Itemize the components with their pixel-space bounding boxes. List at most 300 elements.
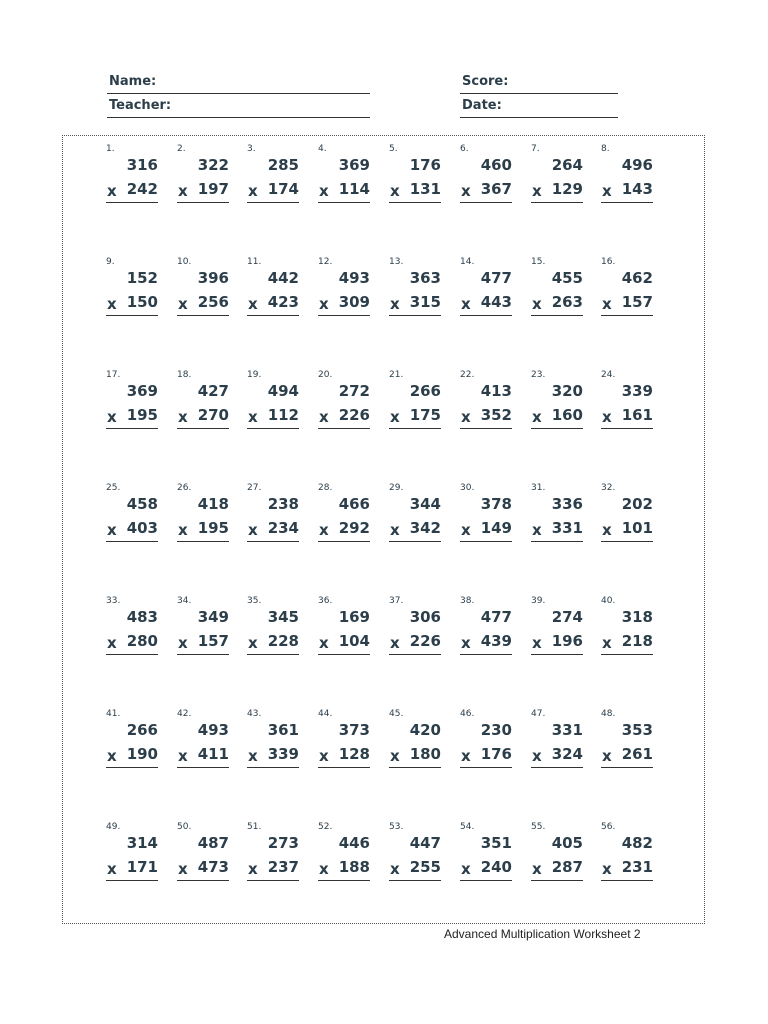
multiplicand: 420 (409, 721, 441, 739)
answer-line (389, 315, 441, 316)
problem-item (247, 596, 303, 666)
answer-line (601, 541, 653, 542)
worksheet-footer: Advanced Multiplication Worksheet 2 (444, 927, 641, 941)
multiplier: 157 (197, 632, 229, 650)
answer-line (389, 880, 441, 881)
answer-line (389, 654, 441, 655)
problem-item (531, 144, 587, 214)
multiply-sign: x (178, 295, 188, 313)
multiplicand: 351 (480, 834, 512, 852)
multiply-sign: x (390, 747, 400, 765)
problem-item (318, 144, 374, 214)
problem-item (318, 596, 374, 666)
problem-item (601, 257, 657, 327)
answer-line (247, 880, 299, 881)
answer-line (106, 202, 158, 203)
multiplicand: 264 (551, 156, 583, 174)
multiply-sign: x (248, 295, 258, 313)
multiplicand: 318 (621, 608, 653, 626)
multiplicand: 455 (551, 269, 583, 287)
problem-number: 23. (531, 370, 546, 380)
multiply-sign: x (248, 182, 258, 200)
answer-line (460, 428, 512, 429)
multiplicand: 266 (126, 721, 158, 739)
problem-number: 28. (318, 483, 333, 493)
problem-item (460, 257, 516, 327)
multiply-sign: x (319, 182, 329, 200)
multiplier: 423 (267, 293, 299, 311)
multiply-sign: x (461, 295, 471, 313)
problem-number: 7. (531, 144, 540, 154)
problem-item (531, 257, 587, 327)
multiply-sign: x (602, 408, 612, 426)
problem-item (460, 596, 516, 666)
problem-number: 56. (601, 822, 616, 832)
problem-item (531, 483, 587, 553)
answer-line (531, 428, 583, 429)
multiplicand: 494 (267, 382, 299, 400)
problem-item (318, 257, 374, 327)
problem-number: 49. (106, 822, 121, 832)
problem-item (318, 370, 374, 440)
multiplier: 160 (551, 406, 583, 424)
multiplier: 143 (621, 180, 653, 198)
multiplier: 129 (551, 180, 583, 198)
multiplier: 242 (126, 180, 158, 198)
answer-line (389, 767, 441, 768)
problem-item (531, 709, 587, 779)
problem-number: 26. (177, 483, 192, 493)
multiplicand: 418 (197, 495, 229, 513)
multiplier: 131 (409, 180, 441, 198)
problem-item (460, 822, 516, 892)
problem-number: 5. (389, 144, 398, 154)
answer-line (106, 315, 158, 316)
date-label: Date: (462, 98, 502, 113)
multiplicand: 378 (480, 495, 512, 513)
problem-number: 20. (318, 370, 333, 380)
answer-line (247, 767, 299, 768)
answer-line (177, 428, 229, 429)
problem-item (106, 144, 162, 214)
multiplicand: 285 (267, 156, 299, 174)
multiplicand: 176 (409, 156, 441, 174)
multiply-sign: x (602, 747, 612, 765)
multiply-sign: x (461, 521, 471, 539)
answer-line (318, 315, 370, 316)
multiplicand: 482 (621, 834, 653, 852)
problem-item (247, 709, 303, 779)
multiplier: 195 (126, 406, 158, 424)
problem-item (247, 822, 303, 892)
problem-item (601, 709, 657, 779)
multiplicand: 462 (621, 269, 653, 287)
multiplicand: 230 (480, 721, 512, 739)
multiplier: 237 (267, 858, 299, 876)
multiplier: 176 (480, 745, 512, 763)
answer-line (318, 428, 370, 429)
multiplier: 171 (126, 858, 158, 876)
multiplicand: 413 (480, 382, 512, 400)
multiplier: 280 (126, 632, 158, 650)
multiplier: 174 (267, 180, 299, 198)
multiplier: 228 (267, 632, 299, 650)
problem-number: 31. (531, 483, 546, 493)
problem-number: 52. (318, 822, 333, 832)
multiplier: 439 (480, 632, 512, 650)
multiply-sign: x (107, 182, 117, 200)
multiply-sign: x (178, 182, 188, 200)
multiply-sign: x (319, 521, 329, 539)
multiply-sign: x (532, 521, 542, 539)
teacher-field[interactable] (107, 95, 370, 118)
problem-number: 24. (601, 370, 616, 380)
problem-number: 38. (460, 596, 475, 606)
answer-line (318, 654, 370, 655)
multiplier: 411 (197, 745, 229, 763)
problem-item (106, 370, 162, 440)
problem-number: 30. (460, 483, 475, 493)
multiplier: 270 (197, 406, 229, 424)
problem-item (106, 822, 162, 892)
problem-number: 14. (460, 257, 475, 267)
multiply-sign: x (319, 408, 329, 426)
multiplier: 188 (338, 858, 370, 876)
problem-item (389, 596, 445, 666)
problem-item (318, 709, 374, 779)
multiply-sign: x (461, 860, 471, 878)
problem-number: 51. (247, 822, 262, 832)
answer-line (531, 767, 583, 768)
answer-line (601, 654, 653, 655)
problem-grid (62, 135, 705, 924)
answer-line (460, 880, 512, 881)
answer-line (318, 880, 370, 881)
multiplier: 175 (409, 406, 441, 424)
problem-item (177, 596, 233, 666)
problem-number: 34. (177, 596, 192, 606)
problem-item (389, 483, 445, 553)
answer-line (389, 428, 441, 429)
problem-item (531, 822, 587, 892)
multiplicand: 273 (267, 834, 299, 852)
problem-number: 18. (177, 370, 192, 380)
problem-item (247, 144, 303, 214)
multiplier: 128 (338, 745, 370, 763)
multiply-sign: x (178, 634, 188, 652)
multiply-sign: x (390, 295, 400, 313)
problem-number: 10. (177, 257, 192, 267)
multiplicand: 336 (551, 495, 583, 513)
name-field[interactable] (107, 71, 370, 94)
answer-line (177, 654, 229, 655)
multiplier: 339 (267, 745, 299, 763)
answer-line (531, 315, 583, 316)
multiplicand: 369 (126, 382, 158, 400)
multiplier: 149 (480, 519, 512, 537)
problem-number: 1. (106, 144, 115, 154)
problem-number: 16. (601, 257, 616, 267)
problem-number: 12. (318, 257, 333, 267)
problem-item (531, 596, 587, 666)
multiply-sign: x (178, 860, 188, 878)
answer-line (247, 428, 299, 429)
problem-number: 22. (460, 370, 475, 380)
problem-number: 50. (177, 822, 192, 832)
multiplicand: 477 (480, 269, 512, 287)
multiplier: 315 (409, 293, 441, 311)
multiplicand: 349 (197, 608, 229, 626)
problem-item (247, 370, 303, 440)
multiply-sign: x (602, 295, 612, 313)
multiplicand: 405 (551, 834, 583, 852)
problem-number: 46. (460, 709, 475, 719)
multiply-sign: x (248, 860, 258, 878)
multiply-sign: x (107, 408, 117, 426)
multiplicand: 458 (126, 495, 158, 513)
answer-line (106, 880, 158, 881)
answer-line (177, 202, 229, 203)
problem-number: 44. (318, 709, 333, 719)
multiply-sign: x (461, 634, 471, 652)
problem-number: 4. (318, 144, 327, 154)
multiply-sign: x (461, 747, 471, 765)
answer-line (247, 541, 299, 542)
multiply-sign: x (390, 182, 400, 200)
answer-line (177, 880, 229, 881)
multiplier: 218 (621, 632, 653, 650)
multiply-sign: x (178, 747, 188, 765)
problem-item (106, 596, 162, 666)
answer-line (389, 541, 441, 542)
problem-number: 45. (389, 709, 404, 719)
answer-line (247, 202, 299, 203)
multiplier: 104 (338, 632, 370, 650)
multiply-sign: x (602, 860, 612, 878)
problem-number: 9. (106, 257, 115, 267)
multiplicand: 396 (197, 269, 229, 287)
problem-number: 13. (389, 257, 404, 267)
problem-number: 41. (106, 709, 121, 719)
answer-line (177, 541, 229, 542)
multiplicand: 353 (621, 721, 653, 739)
multiplicand: 493 (338, 269, 370, 287)
answer-line (601, 202, 653, 203)
problem-number: 37. (389, 596, 404, 606)
answer-line (247, 654, 299, 655)
problem-item (460, 709, 516, 779)
answer-line (106, 767, 158, 768)
date-field[interactable] (460, 95, 618, 118)
multiplicand: 202 (621, 495, 653, 513)
problem-item (106, 483, 162, 553)
problem-number: 15. (531, 257, 546, 267)
multiply-sign: x (532, 747, 542, 765)
multiplicand: 369 (338, 156, 370, 174)
problem-item (460, 483, 516, 553)
multiply-sign: x (532, 634, 542, 652)
multiplier: 473 (197, 858, 229, 876)
multiplicand: 363 (409, 269, 441, 287)
score-field[interactable] (460, 71, 618, 94)
problem-item (177, 144, 233, 214)
problem-item (531, 370, 587, 440)
multiply-sign: x (602, 521, 612, 539)
multiplicand: 442 (267, 269, 299, 287)
problem-number: 36. (318, 596, 333, 606)
problem-item (601, 370, 657, 440)
problem-item (106, 709, 162, 779)
multiplicand: 339 (621, 382, 653, 400)
multiply-sign: x (248, 408, 258, 426)
problem-number: 32. (601, 483, 616, 493)
multiply-sign: x (178, 408, 188, 426)
multiplier: 101 (621, 519, 653, 537)
multiplicand: 483 (126, 608, 158, 626)
problem-item (601, 144, 657, 214)
answer-line (318, 541, 370, 542)
teacher-label: Teacher: (109, 98, 172, 113)
multiplier: 197 (197, 180, 229, 198)
problem-number: 42. (177, 709, 192, 719)
multiply-sign: x (532, 408, 542, 426)
multiplier: 157 (621, 293, 653, 311)
problem-number: 29. (389, 483, 404, 493)
problem-item (460, 370, 516, 440)
problem-number: 3. (247, 144, 256, 154)
problem-item (177, 483, 233, 553)
problem-number: 48. (601, 709, 616, 719)
multiplicand: 446 (338, 834, 370, 852)
multiply-sign: x (319, 295, 329, 313)
problem-number: 47. (531, 709, 546, 719)
answer-line (460, 541, 512, 542)
problem-number: 43. (247, 709, 262, 719)
multiplier: 240 (480, 858, 512, 876)
problem-item (106, 257, 162, 327)
multiplier: 114 (338, 180, 370, 198)
problem-number: 2. (177, 144, 186, 154)
multiply-sign: x (248, 521, 258, 539)
problem-item (601, 596, 657, 666)
multiplicand: 344 (409, 495, 441, 513)
problem-item (318, 822, 374, 892)
answer-line (531, 202, 583, 203)
multiplier: 309 (338, 293, 370, 311)
problem-number: 39. (531, 596, 546, 606)
problem-item (460, 144, 516, 214)
multiplier: 352 (480, 406, 512, 424)
answer-line (601, 428, 653, 429)
multiplicand: 314 (126, 834, 158, 852)
problem-number: 40. (601, 596, 616, 606)
multiplier: 261 (621, 745, 653, 763)
multiplier: 256 (197, 293, 229, 311)
problem-number: 8. (601, 144, 610, 154)
multiplier: 195 (197, 519, 229, 537)
answer-line (318, 767, 370, 768)
multiplicand: 266 (409, 382, 441, 400)
multiply-sign: x (107, 860, 117, 878)
multiplicand: 320 (551, 382, 583, 400)
multiply-sign: x (390, 634, 400, 652)
answer-line (177, 767, 229, 768)
problem-item (177, 257, 233, 327)
multiplier: 263 (551, 293, 583, 311)
multiplicand: 447 (409, 834, 441, 852)
answer-line (601, 880, 653, 881)
multiplier: 234 (267, 519, 299, 537)
problem-number: 21. (389, 370, 404, 380)
multiply-sign: x (390, 408, 400, 426)
problem-item (177, 822, 233, 892)
multiplicand: 306 (409, 608, 441, 626)
problem-item (389, 370, 445, 440)
multiply-sign: x (461, 182, 471, 200)
answer-line (106, 654, 158, 655)
multiplier: 255 (409, 858, 441, 876)
multiplier: 161 (621, 406, 653, 424)
multiplier: 226 (409, 632, 441, 650)
multiply-sign: x (107, 521, 117, 539)
multiply-sign: x (319, 860, 329, 878)
multiply-sign: x (107, 295, 117, 313)
multiplier: 226 (338, 406, 370, 424)
multiply-sign: x (602, 634, 612, 652)
answer-line (106, 428, 158, 429)
multiplier: 196 (551, 632, 583, 650)
problem-item (247, 483, 303, 553)
multiplicand: 331 (551, 721, 583, 739)
multiplier: 112 (267, 406, 299, 424)
answer-line (177, 315, 229, 316)
multiply-sign: x (602, 182, 612, 200)
multiply-sign: x (532, 295, 542, 313)
multiply-sign: x (390, 521, 400, 539)
multiplier: 287 (551, 858, 583, 876)
multiplier: 190 (126, 745, 158, 763)
problem-number: 55. (531, 822, 546, 832)
answer-line (460, 315, 512, 316)
multiplier: 292 (338, 519, 370, 537)
multiplicand: 169 (338, 608, 370, 626)
multiply-sign: x (390, 860, 400, 878)
multiplicand: 238 (267, 495, 299, 513)
problem-item (389, 144, 445, 214)
problem-item (389, 709, 445, 779)
multiply-sign: x (532, 182, 542, 200)
problem-number: 35. (247, 596, 262, 606)
answer-line (389, 202, 441, 203)
multiply-sign: x (107, 634, 117, 652)
multiplicand: 361 (267, 721, 299, 739)
problem-number: 25. (106, 483, 121, 493)
answer-line (601, 767, 653, 768)
problem-item (601, 822, 657, 892)
multiplier: 443 (480, 293, 512, 311)
multiplicand: 345 (267, 608, 299, 626)
multiplicand: 477 (480, 608, 512, 626)
problem-item (247, 257, 303, 327)
multiply-sign: x (461, 408, 471, 426)
answer-line (601, 315, 653, 316)
problem-item (177, 370, 233, 440)
problem-item (177, 709, 233, 779)
multiply-sign: x (248, 747, 258, 765)
multiplicand: 272 (338, 382, 370, 400)
problem-item (601, 483, 657, 553)
problem-number: 6. (460, 144, 469, 154)
